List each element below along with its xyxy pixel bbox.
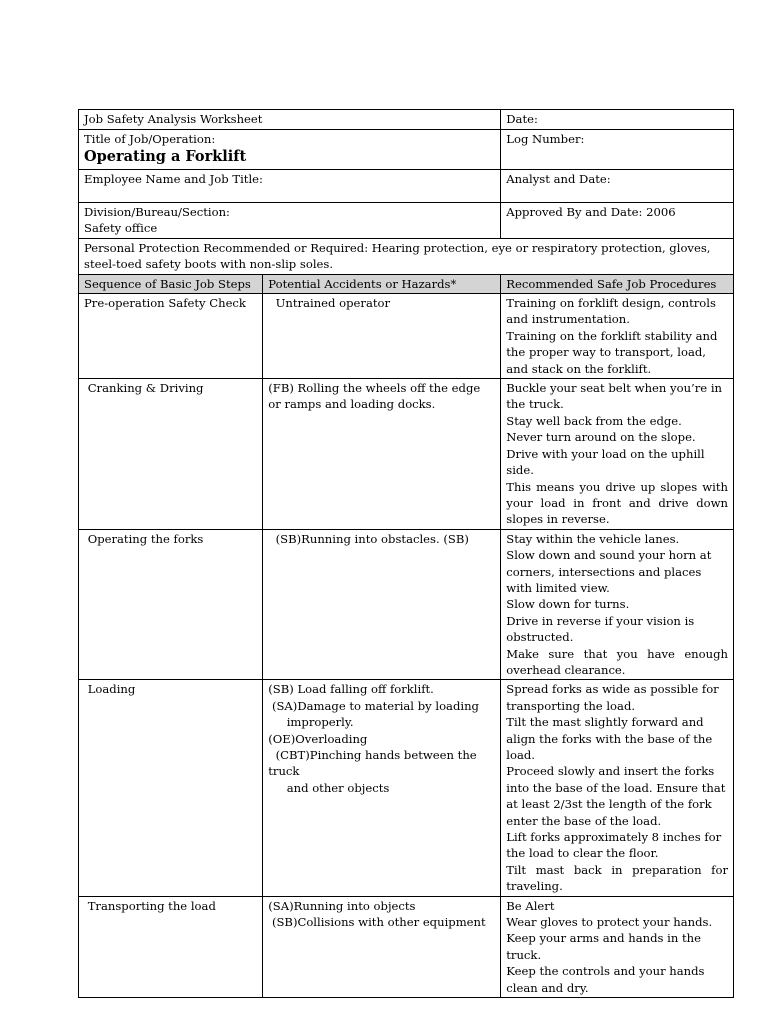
analyst-field: Analyst and Date: [501,170,734,203]
procedure-cell [501,294,734,379]
employee-field: Employee Name and Job Title: [79,170,501,203]
procedure-line: Never turn around on the slope. [506,430,696,445]
procedure-line: Make sure that you have enough overhead clearance. [506,646,728,677]
table-row [79,379,734,530]
procedure-line: Drive with your load on the uphill side. [506,446,705,478]
job-step: Transporting the load [79,896,263,997]
job-step: Cranking & Driving [79,379,263,530]
ppe-row [79,238,734,274]
job-title-cell [79,130,501,170]
header-procedures: Recommended Safe Job Procedures [501,274,734,293]
procedure-line: Keep your arms and hands in the truck. [506,931,701,962]
division-label: Division/Bureau/Section: [84,205,230,219]
procedure-cell [501,379,734,530]
table-row [79,896,734,997]
job-step: Operating the forks [79,529,263,680]
division-row [79,203,734,239]
approved-field: Approved By and Date: 2006 [501,203,734,239]
worksheet-title: Job Safety Analysis Worksheet [79,110,501,130]
procedure-line: Training on forklift design, controls and instrumentation. [506,296,716,327]
procedure-line: Proceed slowly and insert the forks into the base of the load. Ensure that at least 2/3st the length of the fork enter the base of the load. [506,764,726,828]
hazard-cell: (SA)Running into objects (SB)Collisions with other equipment [263,896,501,997]
ppe-text: Personal Protection Recommended or Required: Hearing protection, eye or respiratory protection, gloves, steel-toed safety boots with non-slip soles. [79,238,734,274]
division-value: Safety office [84,221,158,236]
procedure-line: Keep the controls and your hands clean and dry. [506,964,705,995]
hazard-cell: (SB) Load falling off forklift. (SA)Damage to material by loading improperly. (OE)Overloading (CBT)Pinching hands between the truck and other objects [263,680,501,896]
header-steps: Sequence of Basic Job Steps [79,274,263,293]
procedure-line: Tilt mast back in preparation for traveling. [506,862,728,894]
procedure-line: This means you drive up slopes with your load in front and drive down slopes in reverse. [506,479,728,527]
job-step: Pre-operation Safety Check [79,294,263,379]
table-row [79,529,734,680]
procedure-cell [501,896,734,997]
procedure-line: Stay well back from the edge. [506,413,682,428]
column-header-row [79,274,734,293]
procedure-line: Training on the forklift stability and the proper way to transport, load, and stack on the forklift. [506,328,718,376]
procedure-line: Slow down and sound your horn at corners, intersections and places with limited view. [506,548,712,595]
job-title-label: Title of Job/Operation: [84,132,216,146]
division-cell [79,203,501,239]
procedure-line: Be Alert [506,898,555,913]
procedure-line: Stay within the vehicle lanes. [506,531,680,546]
title-row [79,110,734,130]
procedure-line: Spread forks as wide as possible for transporting the load. [506,682,719,713]
hazard-cell: (SB)Running into obstacles. (SB) [263,529,501,680]
procedure-line: Buckle your seat belt when you’re in the truck. [506,381,723,412]
table-row [79,680,734,896]
log-number-field: Log Number: [501,130,734,170]
procedure-line: Drive in reverse if your vision is obstructed. [506,613,695,645]
date-field: Date: [501,110,734,130]
job-title-value: Operating a Forklift [84,148,247,166]
job-row [79,130,734,170]
procedure-line: Slow down for turns. [506,597,630,612]
procedure-cell [501,680,734,896]
job-step: Loading [79,680,263,896]
procedure-line: Wear gloves to protect your hands. [506,915,713,930]
hazard-cell: Untrained operator [263,294,501,379]
procedure-cell [501,529,734,680]
jsa-worksheet-table [78,109,734,998]
header-hazards: Potential Accidents or Hazards* [263,274,501,293]
procedure-line: Tilt the mast slightly forward and align the forks with the base of the load. [506,715,713,762]
employee-row [79,170,734,203]
procedure-line: Lift forks approximately 8 inches for the load to clear the floor. [506,830,722,861]
hazard-cell: (FB) Rolling the wheels off the edge or ramps and loading docks. [263,379,501,530]
table-row [79,294,734,379]
